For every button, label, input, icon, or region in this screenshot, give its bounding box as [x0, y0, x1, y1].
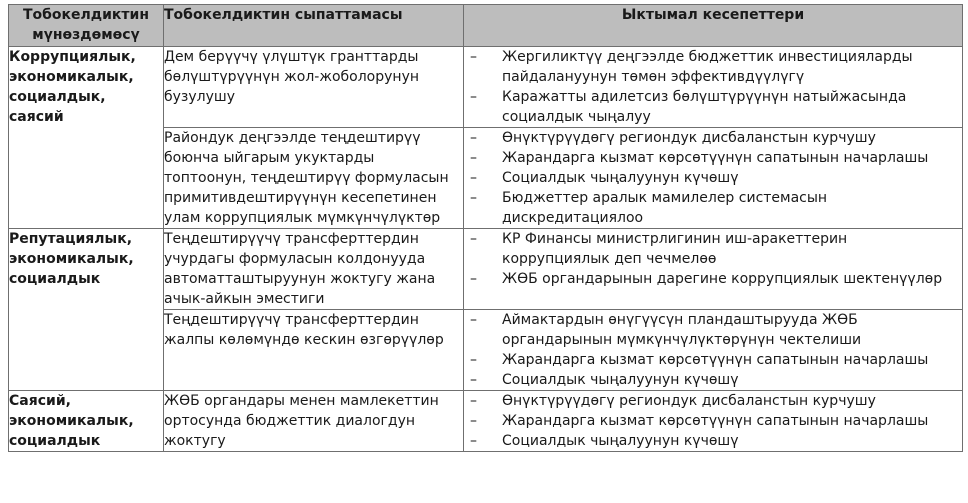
dash-bullet: – [470, 190, 477, 206]
consequence-text: Аймактардын өнүгүүсүн пландаштырууда ЖӨБ органдарынын мүмкүнчүлүктөрүнүн чектелиши [502, 312, 862, 348]
dash-bullet: – [470, 372, 477, 388]
risk-table [8, 4, 963, 452]
dash-bullet: – [470, 393, 477, 409]
consequence-text: Социалдык чыңалуунун күчөшү [502, 170, 739, 186]
dash-bullet: – [470, 170, 477, 186]
consequence-text: КР Финансы министрлигинин иш-аракеттерин коррупциялык деп чечмелөө [502, 231, 848, 267]
dash-bullet: – [470, 271, 477, 287]
risk-category-cell: Саясий, экономикалык, социалдык [9, 391, 164, 452]
consequences-cell [464, 310, 963, 391]
header-possible-consequences: Ыктымал кесепеттери [464, 5, 963, 47]
consequence-list [464, 47, 962, 127]
dash-bullet: – [470, 89, 477, 105]
consequence-list [464, 128, 962, 228]
risk-description-cell: Дем берүүчү үлүштүк гранттарды бөлүштүрүүнүн жол-жоболорунун бузулушу [164, 47, 464, 128]
dash-bullet: – [470, 49, 477, 65]
dash-bullet: – [470, 150, 477, 166]
header-risk-type: Тобокелдиктин мүнөздөмөсү [9, 5, 164, 47]
list-item [464, 269, 962, 289]
table-row [9, 47, 963, 128]
list-item [464, 47, 962, 87]
header-risk-description: Тобокелдиктин сыпаттамасы [164, 5, 464, 47]
consequence-text: Каражатты адилетсиз бөлүштүрүүнүн натыйжасында социалдык чыңалуу [502, 89, 907, 125]
list-item [464, 411, 962, 431]
list-item [464, 168, 962, 188]
table-body [9, 47, 963, 452]
table-row [9, 391, 963, 452]
dash-bullet: – [470, 413, 477, 429]
dash-bullet: – [470, 231, 477, 247]
list-item [464, 391, 962, 411]
list-item [464, 431, 962, 451]
list-item [464, 188, 962, 228]
list-item [464, 87, 962, 127]
list-item [464, 128, 962, 148]
consequences-cell [464, 128, 963, 229]
dash-bullet: – [470, 312, 477, 328]
consequence-list [464, 310, 962, 390]
consequence-text: Өнүктүрүүдөгү региондук дисбаланстын курчушу [502, 130, 876, 146]
table-header [9, 5, 963, 47]
consequence-text: Жарандарга кызмат көрсөтүүнүн сапатынын начарлашы [502, 150, 929, 166]
consequence-text: Өнүктүрүүдөгү региондук дисбаланстын курчушу [502, 393, 876, 409]
list-item [464, 350, 962, 370]
consequence-list [464, 229, 962, 289]
list-item [464, 310, 962, 350]
consequence-list [464, 391, 962, 451]
list-item [464, 370, 962, 390]
risk-description-cell: Теңдештирүүчү трансферттердин учурдагы формуласын колдонууда автоматташтыруунун жоктугу жана ачык-айкын эместиги [164, 229, 464, 310]
consequence-text: Жарандарга кызмат көрсөтүүнүн сапатынын начарлашы [502, 352, 929, 368]
dash-bullet: – [470, 433, 477, 449]
dash-bullet: – [470, 352, 477, 368]
risk-description-cell: Теңдештирүүчү трансферттердин жалпы көлөмүндө кескин өзгөрүүлөр [164, 310, 464, 391]
consequence-text: ЖӨБ органдарынын дарегине коррупциялык шектенүүлөр [502, 271, 943, 287]
risk-category-cell: Репутациялык, экономикалык, социалдык [9, 229, 164, 391]
header-row [9, 5, 963, 47]
risk-category-cell: Коррупциялык, экономикалык, социалдык, саясий [9, 47, 164, 229]
table-row [9, 229, 963, 310]
consequence-text: Социалдык чыңалуунун күчөшү [502, 433, 739, 449]
risk-description-cell: ЖӨБ органдары менен мамлекеттин ортосунда бюджеттик диалогдун жоктугу [164, 391, 464, 452]
list-item [464, 148, 962, 168]
list-item [464, 229, 962, 269]
consequence-text: Жергиликтүү деңгээлде бюджеттик инвестицияларды пайдалануунун төмөн эффективдүүлүгү [502, 49, 913, 85]
dash-bullet: – [470, 130, 477, 146]
consequence-text: Жарандарга кызмат көрсөтүүнүн сапатынын начарлашы [502, 413, 929, 429]
consequences-cell [464, 229, 963, 310]
consequence-text: Бюджеттер аралык мамилелер системасын дискредитациялоо [502, 190, 828, 226]
consequence-text: Социалдык чыңалуунун күчөшү [502, 372, 739, 388]
consequences-cell [464, 391, 963, 452]
risk-description-cell: Райондук деңгээлде теңдештирүү боюнча ыйгарым укуктарды топтоонун, теңдештирүү формуласын примитивдештирүүнүн кесепетинен улам коррупциялык мүмкүнчүлүктөр [164, 128, 464, 229]
consequences-cell [464, 47, 963, 128]
